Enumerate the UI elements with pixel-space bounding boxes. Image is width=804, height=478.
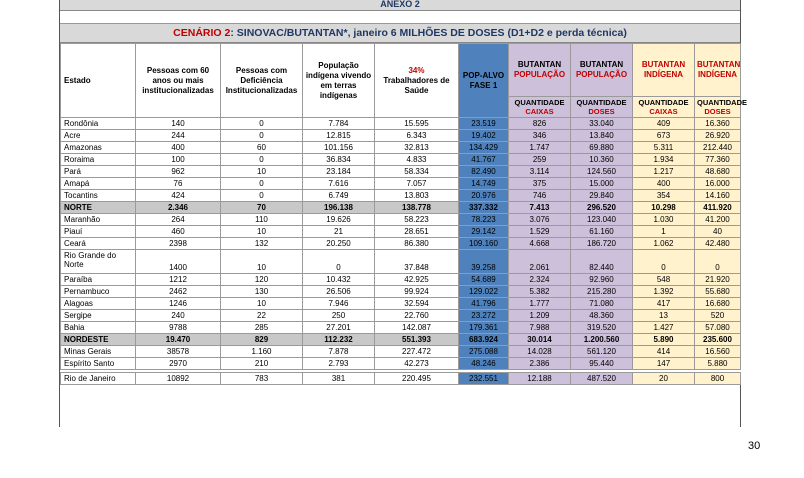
value-cell: 2462 (136, 286, 221, 298)
value-cell: 29.840 (571, 190, 633, 202)
value-cell: 41.767 (459, 154, 509, 166)
value-cell: 82.490 (459, 166, 509, 178)
value-cell: 20.976 (459, 190, 509, 202)
value-cell: 48.360 (571, 310, 633, 322)
value-cell: 424 (136, 190, 221, 202)
value-cell: 16.360 (695, 118, 741, 130)
value-cell: 487.520 (571, 373, 633, 385)
value-cell: 0 (221, 118, 303, 130)
value-cell: 1.209 (509, 310, 571, 322)
value-cell: 40 (695, 226, 741, 238)
value-cell: 783 (221, 373, 303, 385)
value-cell: 186.720 (571, 238, 633, 250)
value-cell: 15.000 (571, 178, 633, 190)
table-body (61, 118, 741, 385)
table-row (61, 274, 741, 286)
value-cell: 3.114 (509, 166, 571, 178)
value-cell: 14.028 (509, 346, 571, 358)
value-cell: 4.668 (509, 238, 571, 250)
table-row (61, 142, 741, 154)
state-name-cell: Ceará (61, 238, 136, 250)
value-cell: 54.689 (459, 274, 509, 286)
value-cell: 10 (221, 250, 303, 274)
value-cell: 235.600 (695, 334, 741, 346)
table-row (61, 178, 741, 190)
state-name-cell: Rondônia (61, 118, 136, 130)
value-cell: 10.298 (633, 202, 695, 214)
value-cell: 7.413 (509, 202, 571, 214)
header-deficiencia: Pessoas com Deficiência Institucionalizadas (221, 44, 303, 118)
state-name-cell: Maranhão (61, 214, 136, 226)
value-cell: 42.273 (375, 358, 459, 370)
subheader-doses: QUANTIDADE DOSES (571, 97, 633, 118)
header-indigena: População indígena vivendo em terras indígenas (303, 44, 375, 118)
value-cell: 101.156 (303, 142, 375, 154)
value-cell: 37.848 (375, 250, 459, 274)
value-cell: 15.595 (375, 118, 459, 130)
value-cell: 319.520 (571, 322, 633, 334)
value-cell: 1.747 (509, 142, 571, 154)
subheader-doses: QUANTIDADE DOSES (695, 97, 741, 118)
table-row (61, 118, 741, 130)
value-cell: 400 (633, 178, 695, 190)
vaccine-table (60, 43, 747, 385)
value-cell: 5.311 (633, 142, 695, 154)
value-cell: 196.138 (303, 202, 375, 214)
value-cell: 10 (221, 298, 303, 310)
value-cell: 7.946 (303, 298, 375, 310)
value-cell: 142.087 (375, 322, 459, 334)
value-cell: 244 (136, 130, 221, 142)
value-cell: 375 (509, 178, 571, 190)
value-cell: 138.778 (375, 202, 459, 214)
value-cell: 381 (303, 373, 375, 385)
value-cell: 134.429 (459, 142, 509, 154)
value-cell: 520 (695, 310, 741, 322)
table-row (61, 214, 741, 226)
value-cell: 250 (303, 310, 375, 322)
value-cell: 2970 (136, 358, 221, 370)
value-cell: 16.000 (695, 178, 741, 190)
value-cell: 147 (633, 358, 695, 370)
value-cell: 7.784 (303, 118, 375, 130)
header-butantan-ind-doses: BUTANTAN INDÍGENA (695, 44, 741, 97)
value-cell: 5.890 (633, 334, 695, 346)
value-cell: 26.920 (695, 130, 741, 142)
value-cell: 10 (221, 166, 303, 178)
value-cell: 337.332 (459, 202, 509, 214)
value-cell: 123.040 (571, 214, 633, 226)
table-row (61, 373, 741, 385)
state-name-cell: Pará (61, 166, 136, 178)
value-cell: 683.924 (459, 334, 509, 346)
value-cell: 120 (221, 274, 303, 286)
header-estado: Estado (61, 44, 136, 118)
document-page (59, 0, 747, 427)
value-cell: 259 (509, 154, 571, 166)
table-row (61, 322, 741, 334)
state-name-cell: NORTE (61, 202, 136, 214)
value-cell: 30.014 (509, 334, 571, 346)
value-cell: 232.551 (459, 373, 509, 385)
table-row (61, 358, 741, 370)
value-cell: 23.519 (459, 118, 509, 130)
value-cell: 414 (633, 346, 695, 358)
value-cell: 0 (695, 250, 741, 274)
page-number: 30 (748, 440, 761, 452)
table-row (61, 346, 741, 358)
state-name-cell: Amazonas (61, 142, 136, 154)
state-name-cell: Espírito Santo (61, 358, 136, 370)
scenario-prefix: CENÁRIO 2 (173, 27, 231, 39)
value-cell: 400 (136, 142, 221, 154)
header-pop-alvo: POP-ALVO FASE 1 (459, 44, 509, 118)
value-cell: 0 (221, 178, 303, 190)
value-cell: 92.960 (571, 274, 633, 286)
value-cell: 12.188 (509, 373, 571, 385)
value-cell: 100 (136, 154, 221, 166)
value-cell: 78.223 (459, 214, 509, 226)
value-cell: 58.223 (375, 214, 459, 226)
value-cell: 548 (633, 274, 695, 286)
value-cell: 70 (221, 202, 303, 214)
value-cell: 2.793 (303, 358, 375, 370)
value-cell: 22.760 (375, 310, 459, 322)
value-cell: 1 (633, 226, 695, 238)
value-cell: 1.160 (221, 346, 303, 358)
value-cell: 23.272 (459, 310, 509, 322)
value-cell: 10 (221, 226, 303, 238)
scenario-title (60, 23, 740, 43)
table-row (61, 130, 741, 142)
subheader-caixas: QUANTIDADE CAIXAS (509, 97, 571, 118)
state-name-cell: Bahia (61, 322, 136, 334)
value-cell: 28.651 (375, 226, 459, 238)
value-cell: 86.380 (375, 238, 459, 250)
value-cell: 23.184 (303, 166, 375, 178)
value-cell: 215.280 (571, 286, 633, 298)
value-cell: 12.815 (303, 130, 375, 142)
value-cell: 2.346 (136, 202, 221, 214)
value-cell: 77.360 (695, 154, 741, 166)
value-cell: 19.626 (303, 214, 375, 226)
value-cell: 132 (221, 238, 303, 250)
value-cell: 19.470 (136, 334, 221, 346)
value-cell: 7.057 (375, 178, 459, 190)
value-cell: 48.246 (459, 358, 509, 370)
value-cell: 29.142 (459, 226, 509, 238)
region-total-row (61, 334, 741, 346)
value-cell: 0 (221, 190, 303, 202)
value-cell: 210 (221, 358, 303, 370)
value-cell: 42.925 (375, 274, 459, 286)
value-cell: 1400 (136, 250, 221, 274)
state-name-cell: Pernambuco (61, 286, 136, 298)
value-cell: 58.334 (375, 166, 459, 178)
value-cell: 95.440 (571, 358, 633, 370)
value-cell: 38578 (136, 346, 221, 358)
value-cell: 21.920 (695, 274, 741, 286)
value-cell: 27.201 (303, 322, 375, 334)
value-cell: 1.392 (633, 286, 695, 298)
value-cell: 1.427 (633, 322, 695, 334)
header-butantan-pop-doses: BUTANTAN POPULAÇÃO (571, 44, 633, 97)
value-cell: 829 (221, 334, 303, 346)
value-cell: 0 (633, 250, 695, 274)
value-cell: 220.495 (375, 373, 459, 385)
value-cell: 3.076 (509, 214, 571, 226)
table-row (61, 310, 741, 322)
value-cell: 296.520 (571, 202, 633, 214)
value-cell: 14.749 (459, 178, 509, 190)
value-cell: 2.324 (509, 274, 571, 286)
table-row (61, 154, 741, 166)
value-cell: 61.160 (571, 226, 633, 238)
value-cell: 227.472 (375, 346, 459, 358)
value-cell: 551.393 (375, 334, 459, 346)
header-saude-pct: 34% (408, 65, 425, 75)
value-cell: 1.200.560 (571, 334, 633, 346)
value-cell: 13.840 (571, 130, 633, 142)
header-idosos: Pessoas com 60 anos ou mais institucionalizadas (136, 44, 221, 118)
value-cell: 285 (221, 322, 303, 334)
value-cell: 4.833 (375, 154, 459, 166)
value-cell: 2.386 (509, 358, 571, 370)
value-cell: 800 (695, 373, 741, 385)
value-cell: 82.440 (571, 250, 633, 274)
state-name-cell: Minas Gerais (61, 346, 136, 358)
value-cell: 2398 (136, 238, 221, 250)
value-cell: 417 (633, 298, 695, 310)
value-cell: 110 (221, 214, 303, 226)
value-cell: 22 (221, 310, 303, 322)
value-cell: 6.343 (375, 130, 459, 142)
value-cell: 41.200 (695, 214, 741, 226)
value-cell: 409 (633, 118, 695, 130)
value-cell: 5.382 (509, 286, 571, 298)
value-cell: 13 (633, 310, 695, 322)
value-cell: 57.080 (695, 322, 741, 334)
table-row (61, 238, 741, 250)
table-row (61, 286, 741, 298)
value-cell: 55.680 (695, 286, 741, 298)
value-cell: 13.803 (375, 190, 459, 202)
header-saude (375, 44, 459, 118)
value-cell: 0 (221, 130, 303, 142)
value-cell: 962 (136, 166, 221, 178)
value-cell: 10.360 (571, 154, 633, 166)
value-cell: 109.160 (459, 238, 509, 250)
value-cell: 41.796 (459, 298, 509, 310)
value-cell: 16.680 (695, 298, 741, 310)
value-cell: 240 (136, 310, 221, 322)
header-saude-label: Trabalhadores de Saúde (383, 75, 450, 95)
value-cell: 1.217 (633, 166, 695, 178)
value-cell: 16.560 (695, 346, 741, 358)
table-row (61, 298, 741, 310)
value-cell: 33.040 (571, 118, 633, 130)
state-name-cell: Alagoas (61, 298, 136, 310)
value-cell: 20.250 (303, 238, 375, 250)
value-cell: 32.813 (375, 142, 459, 154)
value-cell: 826 (509, 118, 571, 130)
state-name-cell: Tocantins (61, 190, 136, 202)
value-cell: 124.560 (571, 166, 633, 178)
value-cell: 69.880 (571, 142, 633, 154)
state-name-cell: NORDESTE (61, 334, 136, 346)
value-cell: 1212 (136, 274, 221, 286)
value-cell: 460 (136, 226, 221, 238)
value-cell: 1.030 (633, 214, 695, 226)
value-cell: 21 (303, 226, 375, 238)
value-cell: 129.022 (459, 286, 509, 298)
value-cell: 179.361 (459, 322, 509, 334)
state-name-cell: Acre (61, 130, 136, 142)
value-cell: 39.258 (459, 250, 509, 274)
state-name-cell: Rio de Janeiro (61, 373, 136, 385)
value-cell: 1.777 (509, 298, 571, 310)
state-name-cell: Amapá (61, 178, 136, 190)
value-cell: 36.834 (303, 154, 375, 166)
value-cell: 5.880 (695, 358, 741, 370)
value-cell: 48.680 (695, 166, 741, 178)
value-cell: 7.988 (509, 322, 571, 334)
value-cell: 2.061 (509, 250, 571, 274)
scenario-text: : SINOVAC/BUTANTAN*, janeiro 6 MILHÕES DE DOSES (D1+D2 e perda técnica) (230, 27, 627, 39)
value-cell: 0 (221, 154, 303, 166)
state-name-cell: Roraima (61, 154, 136, 166)
value-cell: 275.088 (459, 346, 509, 358)
subheader-caixas: QUANTIDADE CAIXAS (633, 97, 695, 118)
table-row (61, 226, 741, 238)
region-total-row (61, 202, 741, 214)
value-cell: 346 (509, 130, 571, 142)
value-cell: 6.749 (303, 190, 375, 202)
value-cell: 673 (633, 130, 695, 142)
value-cell: 7.616 (303, 178, 375, 190)
value-cell: 20 (633, 373, 695, 385)
value-cell: 212.440 (695, 142, 741, 154)
value-cell: 7.878 (303, 346, 375, 358)
value-cell: 561.120 (571, 346, 633, 358)
value-cell: 264 (136, 214, 221, 226)
value-cell: 0 (303, 250, 375, 274)
value-cell: 746 (509, 190, 571, 202)
value-cell: 411.920 (695, 202, 741, 214)
value-cell: 354 (633, 190, 695, 202)
value-cell: 9788 (136, 322, 221, 334)
value-cell: 76 (136, 178, 221, 190)
value-cell: 112.232 (303, 334, 375, 346)
value-cell: 42.480 (695, 238, 741, 250)
value-cell: 1246 (136, 298, 221, 310)
value-cell: 10.432 (303, 274, 375, 286)
annex-title: ANEXO 2 (60, 0, 740, 11)
value-cell: 14.160 (695, 190, 741, 202)
table-row (61, 190, 741, 202)
state-name-cell: Rio Grande do Norte (61, 250, 136, 274)
value-cell: 140 (136, 118, 221, 130)
header-butantan-pop-caixas: BUTANTAN POPULAÇÃO (509, 44, 571, 97)
state-name-cell: Piauí (61, 226, 136, 238)
header-butantan-ind-caixas: BUTANTAN INDÍGENA (633, 44, 695, 97)
value-cell: 71.080 (571, 298, 633, 310)
value-cell: 10892 (136, 373, 221, 385)
state-name-cell: Sergipe (61, 310, 136, 322)
value-cell: 32.594 (375, 298, 459, 310)
value-cell: 130 (221, 286, 303, 298)
value-cell: 99.924 (375, 286, 459, 298)
table-row (61, 166, 741, 178)
value-cell: 1.529 (509, 226, 571, 238)
value-cell: 1.934 (633, 154, 695, 166)
state-name-cell: Paraíba (61, 274, 136, 286)
table-row (61, 250, 741, 274)
value-cell: 1.062 (633, 238, 695, 250)
value-cell: 26.506 (303, 286, 375, 298)
value-cell: 19.402 (459, 130, 509, 142)
value-cell: 60 (221, 142, 303, 154)
